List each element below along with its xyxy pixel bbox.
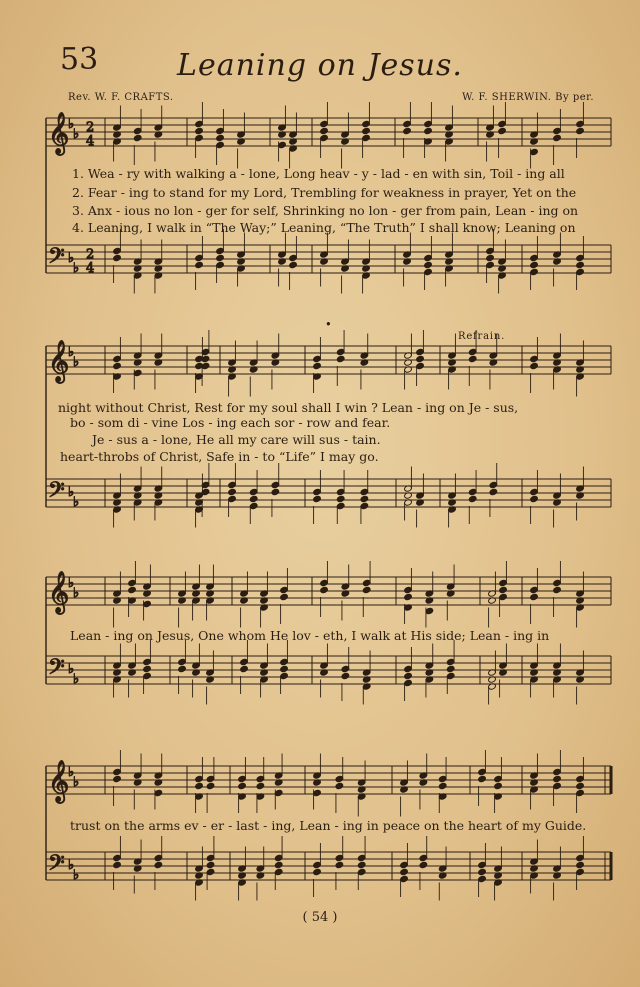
note-head [143, 665, 152, 672]
note-head [424, 127, 433, 134]
verse-4-line-1: 4. Leaning, I walk in “The Way;” Leaning, “The Truth” I shall know; Leaning on [72, 220, 576, 235]
note-head [489, 488, 498, 495]
bass-clef-icon: 𝄢 [48, 655, 65, 685]
fermata-dot: • [326, 320, 331, 329]
note-head [313, 362, 322, 369]
flat-icon: ♭ [73, 775, 80, 790]
note-head [499, 586, 508, 593]
note-head [113, 775, 122, 782]
note-head [320, 586, 329, 593]
note-head [195, 261, 204, 268]
flat-icon: ♭ [73, 868, 80, 883]
note-head [195, 782, 204, 789]
note-head [498, 127, 507, 134]
hymn-title: Leaning on Jesus. [177, 48, 463, 83]
bass-clef-icon: 𝄢 [48, 851, 65, 881]
note-head [362, 127, 371, 134]
time-signature-top: 2 [86, 120, 95, 135]
note-head [478, 775, 487, 782]
note-head [274, 861, 283, 868]
note-head [240, 665, 249, 672]
note-head [404, 593, 413, 600]
note-head [154, 861, 163, 868]
note-head [486, 254, 495, 261]
note-head [362, 586, 371, 593]
note-head [576, 782, 585, 789]
flat-icon: ♭ [68, 576, 75, 591]
note-head [133, 134, 142, 141]
note-head [113, 362, 122, 369]
note-head [530, 362, 539, 369]
flat-icon: ♭ [68, 251, 75, 266]
page-number: ( 54 ) [302, 910, 338, 925]
flat-icon: ♭ [73, 355, 80, 370]
note-head [206, 861, 215, 868]
flat-icon: ♭ [68, 858, 75, 873]
flat-icon: ♭ [68, 345, 75, 360]
note-head [419, 861, 428, 868]
flat-icon: ♭ [73, 127, 80, 142]
note-head [280, 665, 289, 672]
note-head [530, 495, 539, 502]
treble-clef-icon: 𝄞 [48, 572, 70, 613]
lyricist-credit: Rev. W. F. CRAFTS. [68, 92, 174, 103]
note-head [530, 593, 539, 600]
note-head [335, 782, 344, 789]
note-head [249, 495, 258, 502]
note-head [228, 488, 237, 495]
flat-icon: ♭ [73, 495, 80, 510]
note-head [468, 355, 477, 362]
time-signature-bottom: 4 [86, 134, 95, 149]
note-head [438, 782, 447, 789]
flat-icon: ♭ [68, 117, 75, 132]
hymn-number: 53 [60, 42, 99, 77]
note-head [313, 495, 322, 502]
flat-icon: ♭ [68, 485, 75, 500]
note-head [424, 261, 433, 268]
flat-icon: ♭ [73, 586, 80, 601]
bass-clef-icon: 𝄢 [48, 478, 65, 508]
note-head [336, 355, 345, 362]
note-head [128, 586, 137, 593]
verse-1-line-1: 1. Wea - ry with walking a - lone, Long heav - y - lad - en with sin, Toil - ing all [72, 166, 565, 181]
treble-clef-icon: 𝄞 [48, 341, 70, 382]
note-head [206, 782, 215, 789]
note-head [553, 775, 562, 782]
flat-icon: ♭ [73, 672, 80, 687]
time-signature-bottom: 4 [86, 261, 95, 276]
composer-credit: W. F. SHERWIN. By per. [462, 92, 594, 103]
note-head [553, 586, 562, 593]
time-signature-top: 2 [86, 247, 95, 262]
note-head [553, 134, 562, 141]
note-head [400, 868, 409, 875]
note-head [576, 127, 585, 134]
flat-icon: ♭ [68, 765, 75, 780]
note-head [280, 593, 289, 600]
note-head [494, 782, 503, 789]
note-head [178, 665, 187, 672]
note-head [335, 861, 344, 868]
note-head [256, 782, 265, 789]
note-head [468, 495, 477, 502]
note-head [576, 861, 585, 868]
note-head [216, 254, 225, 261]
refrain-label: Refrain. [458, 331, 506, 342]
flat-icon: ♭ [73, 261, 80, 276]
note-head [271, 488, 280, 495]
refrain-line-2: trust on the arms ev - er - last - ing, Lean - ing in peace on the heart of my Guide. [70, 818, 587, 833]
refrain-line-1: Lean - ing on Jesus, One whom He lov - eth, I walk at His side; Lean - ing in [70, 628, 550, 643]
flat-icon: ♭ [68, 662, 75, 677]
note-head [416, 355, 425, 362]
note-head [113, 254, 122, 261]
note-head [403, 127, 412, 134]
note-head [216, 134, 225, 141]
verse-3-line-2: Je - sus a - lone, He all my care will sus - tain. [92, 432, 381, 447]
note-head [341, 672, 350, 679]
verse-4-line-2: heart-throbs of Christ, Safe in - to “Life” I may go. [60, 449, 379, 464]
note-head [113, 861, 122, 868]
treble-clef-icon: 𝄞 [48, 761, 70, 802]
verse-2-line-2: bo - som di - vine Los - ing each sor - row and fear. [70, 415, 391, 430]
note-head [357, 861, 366, 868]
verse-1-line-2: night without Christ, Rest for my soul shall I win ? Lean - ing on Je - sus, [58, 400, 519, 415]
treble-clef-icon: 𝄞 [48, 113, 70, 154]
note-head [404, 672, 413, 679]
verse-3-line-1: 3. Anx - ious no lon - ger for self, Shrinking no lon - ger from pain, Lean - ing on [72, 203, 579, 218]
note-head [320, 127, 329, 134]
note-head [289, 261, 298, 268]
note-head [238, 782, 247, 789]
note-head [478, 868, 487, 875]
note-head [195, 127, 204, 134]
note-head [313, 868, 322, 875]
verse-2-line-1: 2. Fear - ing to stand for my Lord, Trembling for weakness in prayer, Yet on the [72, 185, 577, 200]
note-head [446, 665, 455, 672]
note-head [530, 261, 539, 268]
bass-clef-icon: 𝄢 [48, 244, 65, 274]
note-head [336, 495, 345, 502]
note-head [576, 261, 585, 268]
note-head [360, 495, 369, 502]
